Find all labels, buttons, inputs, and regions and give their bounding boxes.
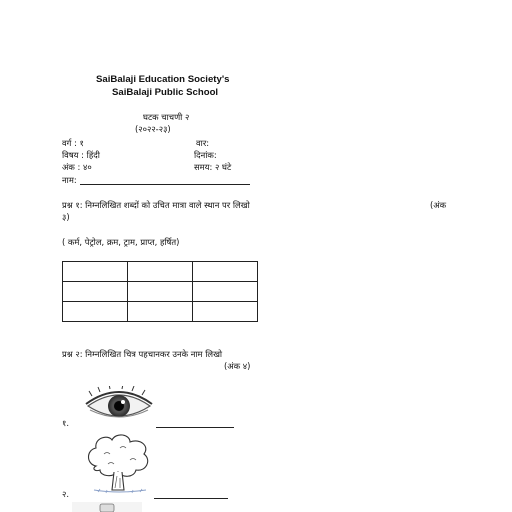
answer-cell[interactable]: [128, 302, 193, 322]
answer-cell[interactable]: [193, 262, 258, 282]
question-1-marks: (अंक: [430, 200, 447, 210]
question-2-text: प्रश्न २: निम्नलिखित चित्र पहचानकर उनके नाम लिखो: [62, 349, 223, 359]
item-1-number: १.: [62, 418, 70, 428]
name-answer-line[interactable]: [80, 184, 250, 185]
next-picture-partial: [72, 502, 142, 512]
question-1-text: प्रश्न १: निम्नलिखित शब्दों को उचित मात्रा वाले स्थान पर लिखो: [62, 200, 250, 210]
question-2-marks: (अंक ४): [224, 361, 251, 371]
time-label: समय: २ घंटे: [194, 162, 232, 172]
item-1-answer-line[interactable]: [156, 427, 234, 428]
marks-label: अंक : ४०: [62, 162, 92, 172]
answer-cell[interactable]: [63, 282, 128, 302]
answer-cell[interactable]: [193, 282, 258, 302]
item-2-number: २.: [62, 489, 70, 499]
date-label: दिनांक:: [194, 150, 217, 160]
answer-cell[interactable]: [63, 302, 128, 322]
exam-year: (२०२२-२३): [135, 124, 171, 134]
table-row: [63, 302, 258, 322]
question-1-word-list: ( कर्म, पेट्रोल, क्रम, ट्राम, प्राप्त, हर्षित): [62, 237, 180, 247]
answer-cell[interactable]: [193, 302, 258, 322]
answer-cell[interactable]: [128, 262, 193, 282]
tree-icon: [84, 432, 154, 496]
eye-icon: [82, 386, 156, 426]
answer-cell[interactable]: [128, 282, 193, 302]
exam-title: घटक चाचणी २: [143, 112, 190, 122]
answer-grid: [62, 261, 258, 322]
table-row: [63, 262, 258, 282]
school-name: SaiBalaji Public School: [112, 87, 219, 98]
class-label: वर्ग : १: [62, 138, 84, 148]
table-row: [63, 282, 258, 302]
society-name: SaiBalaji Education Society's: [96, 74, 230, 85]
question-1-marks-close: ३): [62, 212, 70, 222]
answer-cell[interactable]: [63, 262, 128, 282]
name-label: नाम:: [62, 175, 77, 185]
item-2-answer-line[interactable]: [154, 498, 228, 499]
subject-label: विषय : हिंदी: [62, 150, 100, 160]
day-label: वार:: [196, 138, 210, 148]
